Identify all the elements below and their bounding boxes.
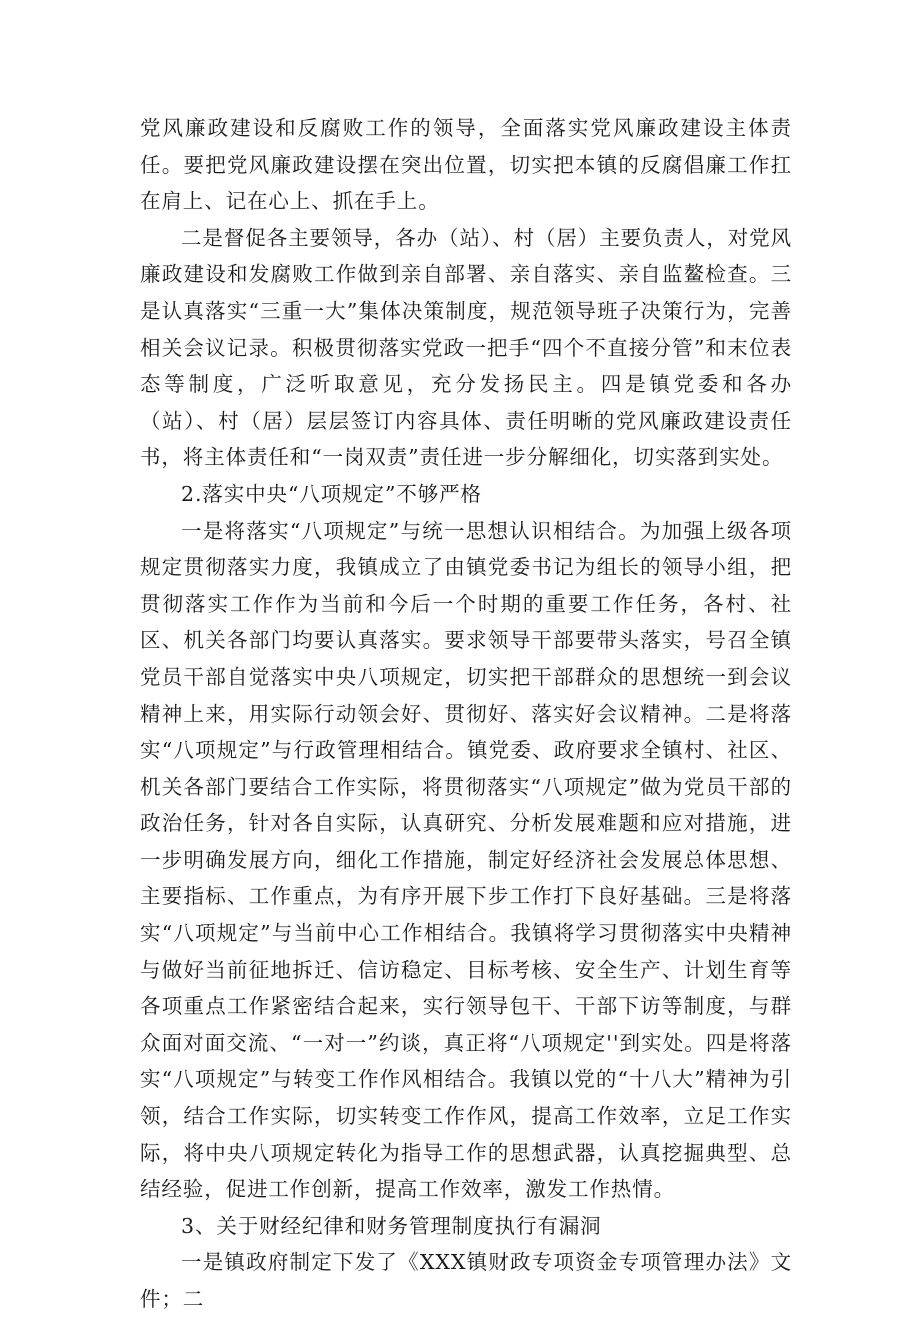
paragraph-2: 二是督促各主要领导，各办（站）、村（居）主要负责人，对党风廉政建设和发腐败工作做到亲自部署、亲自落实、亲自监鳌检查。三是认真落实“三重一大”集体决策制度，规范领导班子决策行为，完善相关会议记录。积极贯彻落实党政一把手“四个不直接分管”和末位表态等制度，广泛听取意见，充分发扬民主。四是镇党委和各办（站）、村（居）层层签订内容具体、责任明晰的党风廉政建设责任书，将主体责任和“一岗双责”责任进一步分解细化，切实落到实处。 — [140, 225, 792, 470]
paragraph-1: 党风廉政建设和反腐败工作的领导，全面落实党风廉政建设主体责任。要把党风廉政建设摆在突出位置，切实把本镇的反腐倡廉工作扛在肩上、记在心上、抓在手上。 — [140, 116, 792, 214]
paragraph-4: 一是镇政府制定下发了《XXX镇财政专项资金专项管理办法》文件；二 — [140, 1250, 792, 1311]
section-heading-2: 2.落实中央“八项规定”不够严格 — [181, 481, 482, 506]
paragraph-3: 一是将落实“八项规定”与统一思想认识相结合。为加强上级各项规定贯彻落实力度，我镇成立了由镇党委书记为组长的领导小组，把贯彻落实工作作为当前和今后一个时期的重要工作任务，各村、社区、机关各部门均要认真落实。要求领导干部要带头落实，号召全镇党员干部自觉落实中央八项规定，切实把干部群众的思想统一到会议精神上来，用实际行动领会好、贯彻好、落实好会议精神。二是将落实“八项规定”与行政管理相结合。镇党委、政府要求全镇村、社区、机关各部门要结合工作实际，将贯彻落实“八项规定”做为党员干部的政治任务，针对各自实际，认真研究、分析发展难题和应对措施，进一步明确发展方向，细化工作措施，制定好经济社会发展总体思想、主要指标、工作重点，为有序开展下步工作打下良好基础。三是将落实“八项规定”与当前中心工作相结合。我镇将学习贯彻落实中央精神与做好当前征地拆迁、信访稳定、目标考核、安全生产、计划生育等各项重点工作紧密结合起来，实行领导包干、干部下访等制度，与群众面对面交流、“一对一”约谈，真正将“八项规定''到实处。四是将落实“八项规定”与转变工作作风相结合。我镇以党的“十八大”精神为引领，结合工作实际，切实转变工作作风，提高工作效率，立足工作实际，将中央八项规定转化为指导工作的思想武器，认真挖掘典型、总结经验，促进工作创新，提高工作效率，激发工作热情。 — [140, 518, 792, 1202]
document-body — [140, 110, 792, 1318]
section-heading-3: 3、关于财经纪律和财务管理制度执行有漏洞 — [181, 1213, 602, 1238]
